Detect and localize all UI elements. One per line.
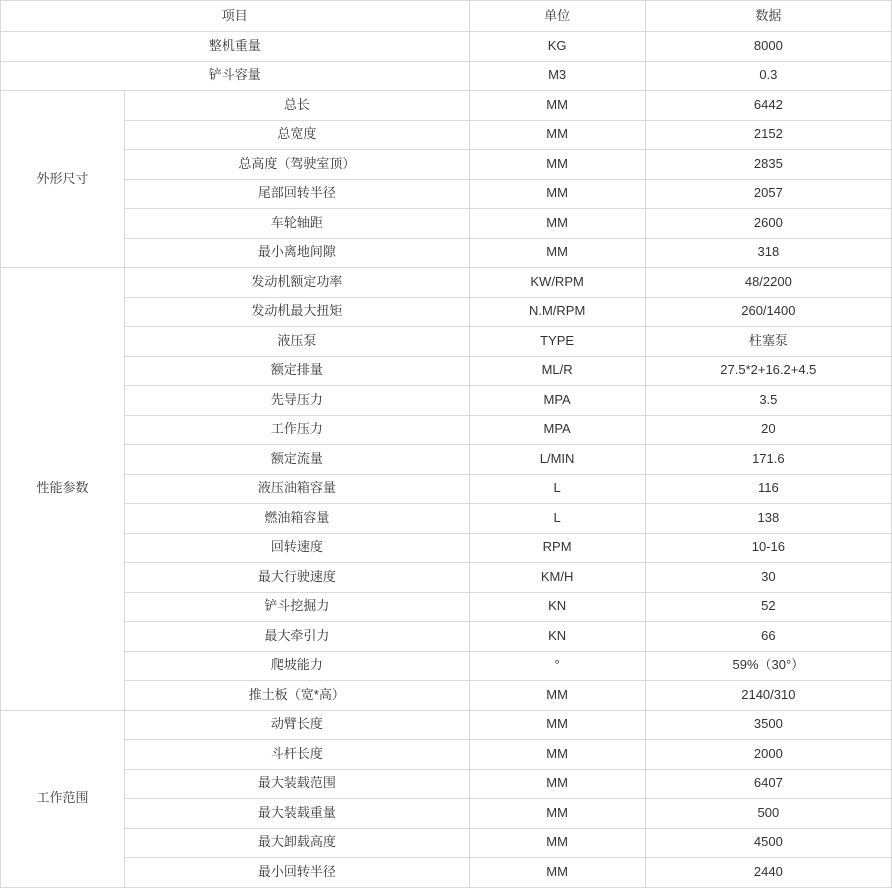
row-item: 液压泵 [125, 327, 469, 357]
table-row [1, 504, 892, 534]
row-data: 2152 [645, 120, 891, 150]
row-item: 铲斗容量 [1, 61, 470, 91]
row-unit: MM [469, 769, 645, 799]
row-unit: MM [469, 858, 645, 888]
row-item: 最小离地间隙 [125, 238, 469, 268]
row-unit: KW/RPM [469, 268, 645, 298]
row-unit: MM [469, 740, 645, 770]
row-data: 116 [645, 474, 891, 504]
row-unit: MM [469, 150, 645, 180]
group-label: 外形尺寸 [1, 91, 125, 268]
row-data: 500 [645, 799, 891, 829]
row-data: 48/2200 [645, 268, 891, 298]
row-item: 推土板（宽*高） [125, 681, 469, 711]
row-data: 2000 [645, 740, 891, 770]
table-row [1, 858, 892, 888]
table-row [1, 740, 892, 770]
table-row [1, 179, 892, 209]
table-row [1, 651, 892, 681]
table-row [1, 297, 892, 327]
row-item: 尾部回转半径 [125, 179, 469, 209]
table-row [1, 563, 892, 593]
table-row [1, 799, 892, 829]
row-item: 斗杆长度 [125, 740, 469, 770]
table-row [1, 238, 892, 268]
table-header-row [1, 1, 892, 32]
header-data: 数据 [645, 1, 891, 32]
group-label: 性能参数 [1, 268, 125, 711]
row-unit: L [469, 474, 645, 504]
row-item: 额定流量 [125, 445, 469, 475]
row-item: 先导压力 [125, 386, 469, 416]
row-data: 10-16 [645, 533, 891, 563]
row-item: 额定排量 [125, 356, 469, 386]
row-item: 最大装载重量 [125, 799, 469, 829]
table-row [1, 828, 892, 858]
table-row [1, 327, 892, 357]
table-row [1, 386, 892, 416]
table-row [1, 622, 892, 652]
row-unit: KG [469, 32, 645, 62]
row-data: 2600 [645, 209, 891, 239]
row-data: 3500 [645, 710, 891, 740]
row-unit: L [469, 504, 645, 534]
row-unit: M3 [469, 61, 645, 91]
table-row [1, 32, 892, 62]
table-row [1, 710, 892, 740]
row-data: 318 [645, 238, 891, 268]
row-data: 4500 [645, 828, 891, 858]
row-unit: ML/R [469, 356, 645, 386]
header-item: 项目 [1, 1, 470, 32]
row-unit: MPA [469, 386, 645, 416]
table-row [1, 445, 892, 475]
row-item: 总宽度 [125, 120, 469, 150]
row-item: 发动机最大扭矩 [125, 297, 469, 327]
row-data: 20 [645, 415, 891, 445]
row-unit: N.M/RPM [469, 297, 645, 327]
row-data: 52 [645, 592, 891, 622]
row-unit: RPM [469, 533, 645, 563]
row-item: 整机重量 [1, 32, 470, 62]
row-data: 171.6 [645, 445, 891, 475]
group-label: 工作范围 [1, 710, 125, 887]
row-item: 动臂长度 [125, 710, 469, 740]
row-data: 138 [645, 504, 891, 534]
table-row [1, 592, 892, 622]
row-unit: MM [469, 799, 645, 829]
row-data: 6407 [645, 769, 891, 799]
table-row [1, 681, 892, 711]
row-unit: MM [469, 828, 645, 858]
row-item: 最大牵引力 [125, 622, 469, 652]
row-data: 260/1400 [645, 297, 891, 327]
table-row [1, 533, 892, 563]
table-row [1, 356, 892, 386]
row-item: 燃油箱容量 [125, 504, 469, 534]
row-item: 最小回转半径 [125, 858, 469, 888]
row-data: 6442 [645, 91, 891, 121]
row-data: 柱塞泵 [645, 327, 891, 357]
row-unit: MM [469, 209, 645, 239]
row-item: 车轮轴距 [125, 209, 469, 239]
row-unit: MM [469, 710, 645, 740]
row-unit: L/MIN [469, 445, 645, 475]
row-item: 最大装载范围 [125, 769, 469, 799]
row-data: 59%（30°） [645, 651, 891, 681]
row-item: 爬坡能力 [125, 651, 469, 681]
row-unit: MM [469, 238, 645, 268]
row-item: 最大行驶速度 [125, 563, 469, 593]
row-unit: ° [469, 651, 645, 681]
row-item: 总高度（驾驶室顶） [125, 150, 469, 180]
row-unit: KN [469, 592, 645, 622]
row-data: 2440 [645, 858, 891, 888]
row-unit: MM [469, 120, 645, 150]
row-unit: TYPE [469, 327, 645, 357]
row-unit: MPA [469, 415, 645, 445]
row-item: 工作压力 [125, 415, 469, 445]
row-data: 2835 [645, 150, 891, 180]
row-item: 最大卸载高度 [125, 828, 469, 858]
row-unit: KM/H [469, 563, 645, 593]
table-row [1, 769, 892, 799]
row-unit: MM [469, 91, 645, 121]
row-unit: MM [469, 681, 645, 711]
row-data: 30 [645, 563, 891, 593]
row-data: 0.3 [645, 61, 891, 91]
row-data: 2057 [645, 179, 891, 209]
table-row [1, 474, 892, 504]
row-item: 回转速度 [125, 533, 469, 563]
row-item: 液压油箱容量 [125, 474, 469, 504]
row-data: 27.5*2+16.2+4.5 [645, 356, 891, 386]
row-data: 66 [645, 622, 891, 652]
row-data: 2140/310 [645, 681, 891, 711]
table-row [1, 120, 892, 150]
table-row [1, 209, 892, 239]
table-row [1, 61, 892, 91]
table-row [1, 415, 892, 445]
row-unit: MM [469, 179, 645, 209]
table-row [1, 268, 892, 298]
row-item: 发动机额定功率 [125, 268, 469, 298]
row-unit: KN [469, 622, 645, 652]
header-unit: 单位 [469, 1, 645, 32]
row-data: 8000 [645, 32, 891, 62]
table-row [1, 150, 892, 180]
table-row [1, 91, 892, 121]
row-item: 总长 [125, 91, 469, 121]
row-data: 3.5 [645, 386, 891, 416]
row-item: 铲斗挖掘力 [125, 592, 469, 622]
